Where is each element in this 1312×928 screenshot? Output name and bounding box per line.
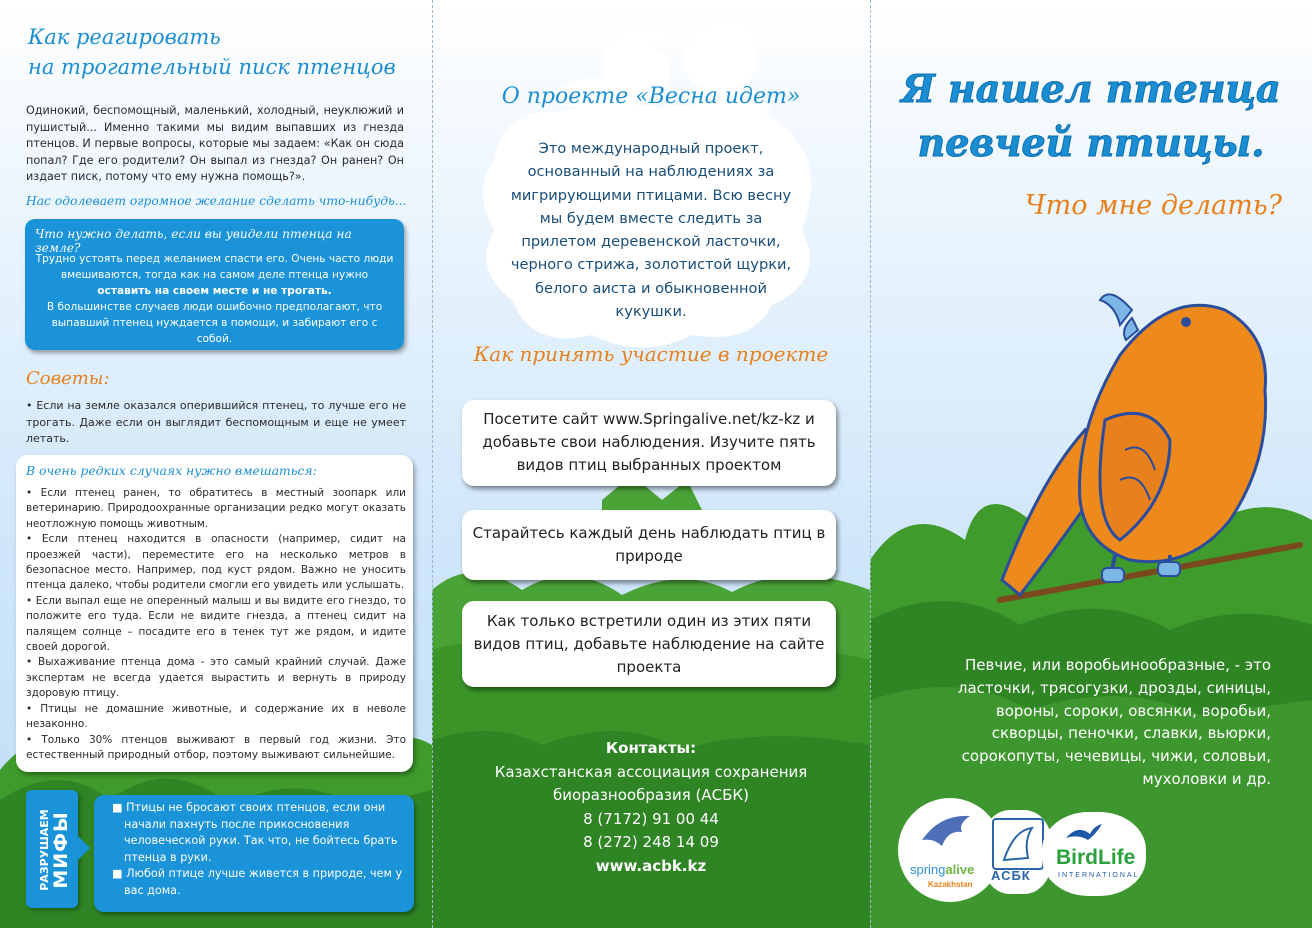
myths-tab-small: РАЗРУШАЕМ [38,809,51,891]
birdlife-logo [1042,812,1146,896]
left-panel [0,0,432,928]
myth-item: ■ Птицы не бросают своих птенцов, если они начали пахнуть после прикосновения человеческой руки. Так что, не бойтесь брать птенца в руки. [112,801,398,864]
birdlife-wordmark: BirdLife [1056,846,1136,869]
contacts-title: Контакты: [605,739,697,757]
fold-line [432,0,433,928]
contacts-org-line2: биоразнообразия (АСБК) [553,786,749,804]
main-title-line1: Я нашел птенца [901,66,1281,111]
list-item: • Если выпал еще не оперенный малыш и вы видите его гнездо, то положите его туда. Если не видите гнезда, а птенец сидит на палящем солнце – посадите его в тенек тут же рядом, и идите своей дорогой. [26,594,406,654]
main-title-line2: певчей птицы. [917,120,1265,165]
myths-arrow-icon [78,836,90,860]
intro-paragraph: Одинокий, беспомощный, маленький, холодный, неуклюжий и пушистый... Именно такими мы видим выпавших из гнезда птенцов. И первые вопросы, которые мы задаем: «Как он сюда попал? Где его родители? Он выпал из гнезда? Он ранен? Он издает писк, потому что ему нужна помощь?». [26,104,404,184]
left-title [28,22,418,82]
list-item: • Только 30% птенцов выживают в первый год жизни. Это естественный природный отбор, поэтому выживают сильнейшие. [26,733,406,761]
ground-chick-title: Что нужно делать, если вы увидели птенца на земле? [35,227,352,255]
myths-tab [26,790,78,908]
rare-cases-list [26,486,406,763]
main-subtitle: Что мне делать? [1024,190,1282,221]
list-item: • Птицы не домашние животные, и содержание их в неволе незаконно. [26,702,406,731]
step-2-box: Старайтесь каждый день наблюдать птиц в природе [462,510,836,580]
myths-tab-big: МИФЫ [50,811,72,889]
ground-chick-body [33,251,396,347]
about-title: О проекте «Весна идет» [501,84,801,109]
main-title [870,62,1312,170]
swallow-icon [918,810,980,854]
participate-title: Как принять участие в проекте [473,342,829,366]
tips-title: Советы: [26,368,110,389]
acbk-emblem-icon [992,818,1044,870]
left-title-line2: на трогательный писк птенцов [28,55,396,79]
springalive-wordmark: springalive [910,862,975,877]
list-item: • Выхаживание птенца дома - это самый крайний случай. Даже экспертам не всегда удается вырастить и вернуть в природу здоровую птицу. [26,656,406,700]
ground-chick-text-1: Трудно устоять перед желанием спасти его. Очень часто люди вмешиваются, тогда как на самом деле птенца нужно [35,253,394,281]
list-item: • Если птенец находится в опасности (например, сидит на проезжей части), переместите его на несколько метров в безопасное место. Например, под куст рядом. Важно не уносить птенца далеко, чтобы родители смогли его увидеть или услышать. [26,533,406,592]
list-item: • Если птенец ранен, то обратитесь в местный зоопарк или ветеринарию. Природоохранные организации редко могут оказать неотложную помощь животным. [26,487,406,530]
rare-cases-box [16,455,413,772]
step-1-box: Посетите сайт www.Springalive.net/kz-kz и добавьте свои наблюдения. Изучите пять видов птиц выбранных проектом [462,400,836,486]
ground-chick-text-bold: оставить на своем месте и не трогать. [97,285,332,297]
step-3-box: Как только встретили один из этих пяти видов птиц, добавьте наблюдение на сайте проекта [462,601,836,687]
right-panel [870,0,1312,928]
ground-chick-box [25,219,404,350]
contacts-phone-1: 8 (7172) 91 00 44 [583,809,719,828]
contacts-phone-2: 8 (272) 248 14 09 [583,833,719,851]
rare-cases-title: В очень редких случаях нужно вмешаться: [26,463,317,478]
songbirds-text: Певчие, или воробьинообразные, - это ласточки, трясогузки, дрозды, синицы, вороны, сороки, овсянки, воробьи, скворцы, пеночки, славки, вьюрки, сорокопуты, чечевицы, чижи, соловьи, мухоловки и др. [957,656,1271,788]
left-title-line1: Как реагировать [28,25,221,49]
myth-item: ■ Любой птице лучше живется в природе, чем у вас дома. [112,867,403,897]
myths-list [106,800,408,900]
ground-chick-text-2: В большинстве случаев люди ошибочно предполагают, что выпавший птенец нуждается в помощи, и забирают его с собой. [46,301,383,345]
contacts-website-link[interactable]: www.acbk.kz [595,856,707,875]
fold-line [870,0,871,928]
middle-panel [432,0,870,928]
birdlife-subtitle: INTERNATIONAL [1058,872,1140,879]
contacts-block [432,737,870,878]
tips-text: • Если на земле оказался оперившийся птенец, то лучше его не трогать. Даже если он выглядит беспомощным и еще не умеет летать. [26,399,406,446]
desire-text: Нас одолевает огромное желание сделать что-нибудь... [26,194,407,208]
springalive-country: Kazakhstan [928,880,973,889]
birdlife-bird-icon [1064,822,1104,844]
contacts-org-line1: Казахстанская ассоциация сохранения [494,762,808,781]
about-text: Это международный проект, основанный на наблюдениях за мигрирующими птицами. Всю весну мы будем вместе следить за прилетом деревенской ласточки, черного стрижа, золотистой щурки, белого аиста и обыкновенной кукушки. [510,140,792,321]
acbk-wordmark: АСБК [991,868,1031,883]
myths-box [94,795,414,912]
